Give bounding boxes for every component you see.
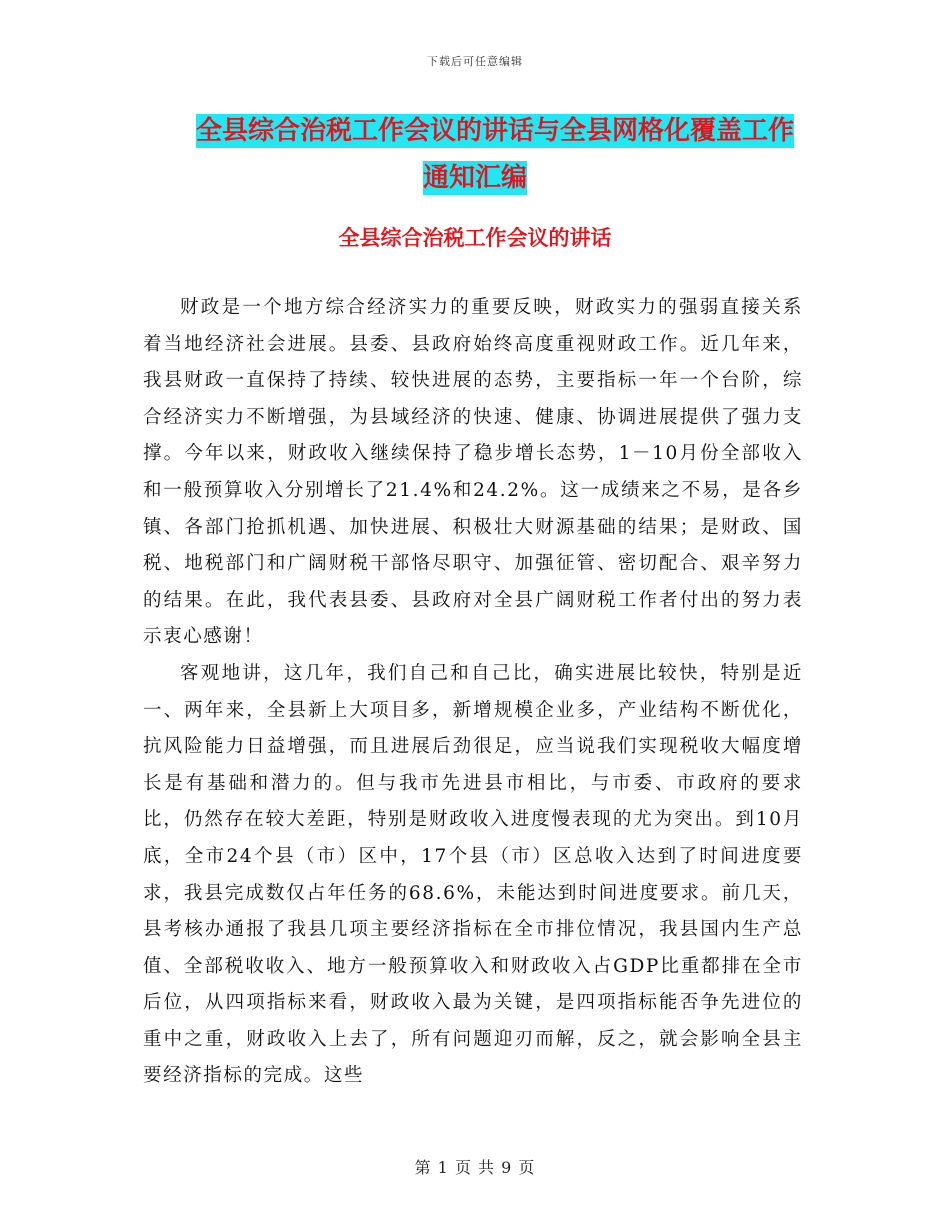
- page-footer: 第 1 页 共 9 页: [414, 1158, 536, 1177]
- document-title-line2: 通知汇编: [422, 163, 527, 193]
- section-title: 全县综合治税工作会议的讲话: [338, 225, 612, 250]
- document-title-line1: 全县综合治税工作会议的讲话与全县网格化覆盖工作: [195, 116, 794, 146]
- document-title: [0, 108, 950, 202]
- paragraph: 财政是一个地方综合经济实力的重要反映，财政实力的强弱直接关系着当地经济社会进展。县委、县政府始终高度重视财政工作。近几年来，我县财政一直保持了持续、较快进展的态势，主要指标一年一个台阶，综合经济实力不断增强，为县域经济的快速、健康、协调进展提供了强力支撑。今年以来，财政收入继续保持了稳步增长态势，1－10月份全部收入和一般预算收入分别增长了21.4%和24.2%。这一成绩来之不易，是各乡镇、各部门抢抓机遇、加快进展、积极壮大财源基础的结果；是财政、国税、地税部门和广阔财税干部恪尽职守、加强征管、密切配合、艰辛努力的结果。在此，我代表县委、县政府对全县广阔财税工作者付出的努力表示衷心感谢！: [143, 297, 803, 648]
- document-body: [143, 290, 803, 1095]
- header-note: 下载后可任意编辑: [427, 55, 523, 68]
- paragraph: 客观地讲，这几年，我们自己和自己比，确实进展比较快，特别是近一、两年来，全县新上大项目多，新增规模企业多，产业结构不断优化，抗风险能力日益增强，而且进展后劲很足，应当说我们实现税收大幅度增长是有基础和潜力的。但与我市先进县市相比，与市委、市政府的要求比，仍然存在较大差距，特别是财政收入进度慢表现的尤为突出。到10月底，全市24个县（市）区中，17个县（市）区总收入达到了时间进度要求，我县完成数仅占年任务的68.6%，未能达到时间进度要求。前几天，县考核办通报了我县几项主要经济指标在全市排位情况，我县国内生产总值、全部税收收入、地方一般预算收入和财政收入占GDP比重都排在全市后位，从四项指标来看，财政收入最为关键，是四项指标能否争先进位的重中之重，财政收入上去了，所有问题迎刃而解，反之，就会影响全县主要经济指标的完成。这些: [143, 662, 803, 1087]
